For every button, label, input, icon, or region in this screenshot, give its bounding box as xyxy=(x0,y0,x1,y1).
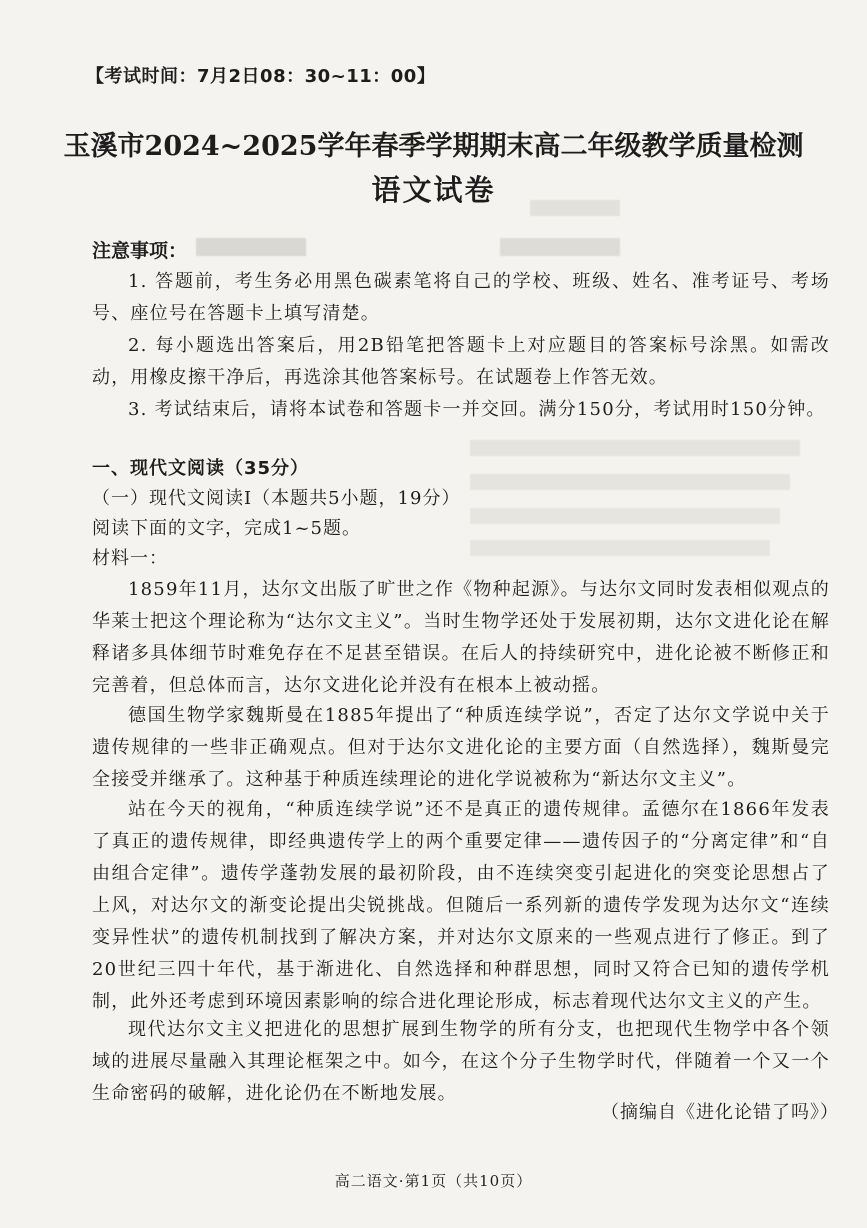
bleed-through-mark xyxy=(196,238,306,256)
bleed-through-mark xyxy=(470,540,770,556)
notice-item: 2. 每小题选出答案后，用2B铅笔把答题卡上对应题目的答案标号涂黑。如需改动，用橡皮擦干净后，再选涂其他答案标号。在试题卷上作答无效。 xyxy=(92,335,830,388)
notice-item: 1. 答题前，考生务必用黑色碳素笔将自己的学校、班级、姓名、准考证号、考场号、座位号在答题卡上填写清楚。 xyxy=(92,271,830,324)
material-source: （摘编自《进化论错了吗》） xyxy=(601,1102,839,1123)
section-subheading: （一）现代文阅读Ⅰ（本题共5小题，19分） xyxy=(92,488,461,509)
exam-subtitle: 语文试卷 xyxy=(371,173,496,207)
material-paragraph: 1859年11月，达尔文出版了旷世之作《物种起源》。与达尔文同时发表相似观点的华莱士把这个理论称为“达尔文主义”。当时生物学还处于发展初期，达尔文进化论在解释诸多具体细节时难免存在不足甚至错误。在后人的持续研究中，进化论被不断修正和完善着，但总体而言，达尔文进化论并没有在根本上被动摇。 xyxy=(92,579,830,696)
material-paragraph: 现代达尔文主义把进化的思想扩展到生物学的所有分支，也把现代生物学中各个领域的进展尽量融入其理论框架之中。如今，在这个分子生物学时代，伴随着一个又一个生命密码的破解，进化论仍在不断地发展。 xyxy=(92,1019,830,1104)
exam-title: 玉溪市2024~2025学年春季学期期末高二年级教学质量检测 xyxy=(63,131,804,162)
bleed-through-mark xyxy=(530,200,620,216)
exam-time: 【考试时间：7月2日08：30~11：00】 xyxy=(86,66,436,87)
notice-heading: 注意事项： xyxy=(92,240,188,262)
section-instruction: 阅读下面的文字，完成1~5题。 xyxy=(92,518,361,539)
section-heading: 一、现代文阅读（35分） xyxy=(92,458,310,479)
material-paragraph: 站在今天的视角，“种质连续学说”还不是真正的遗传规律。孟德尔在1866年发表了真正的遗传规律，即经典遗传学上的两个重要定律——遗传因子的“分离定律”和“自由组合定律”。遗传学蓬勃发展的最初阶段，由不连续突变引起进化的突变论思想占了上风，对达尔文的渐变论提出尖锐挑战。但随后一系列新的遗传学发现为达尔文“连续变异性状”的遗传机制找到了解决方案，并对达尔文原来的一些观点进行了修正。到了20世纪三四十年代，基于渐进化、自然选择和种群思想，同时又符合已知的遗传学机制，此外还考虑到环境因素影响的综合进化理论形成，标志着现代达尔文主义的产生。 xyxy=(92,799,830,1012)
bleed-through-mark xyxy=(470,508,780,524)
material-paragraph: 德国生物学家魏斯曼在1885年提出了“种质连续学说”，否定了达尔文学说中关于遗传规律的一些非正确观点。但对于达尔文进化论的主要方面（自然选择），魏斯曼完全接受并继承了。这种基于种质连续理论的进化学说被称为“新达尔文主义”。 xyxy=(92,705,830,790)
bleed-through-mark xyxy=(500,238,620,256)
page-footer: 高二语文·第1页（共10页） xyxy=(334,1172,533,1190)
material-label: 材料一： xyxy=(92,548,168,569)
bleed-through-mark xyxy=(470,440,800,456)
bleed-through-mark xyxy=(470,474,790,490)
notice-item: 3. 考试结束后，请将本试卷和答题卡一并交回。满分150分，考试用时150分钟。 xyxy=(128,399,826,420)
